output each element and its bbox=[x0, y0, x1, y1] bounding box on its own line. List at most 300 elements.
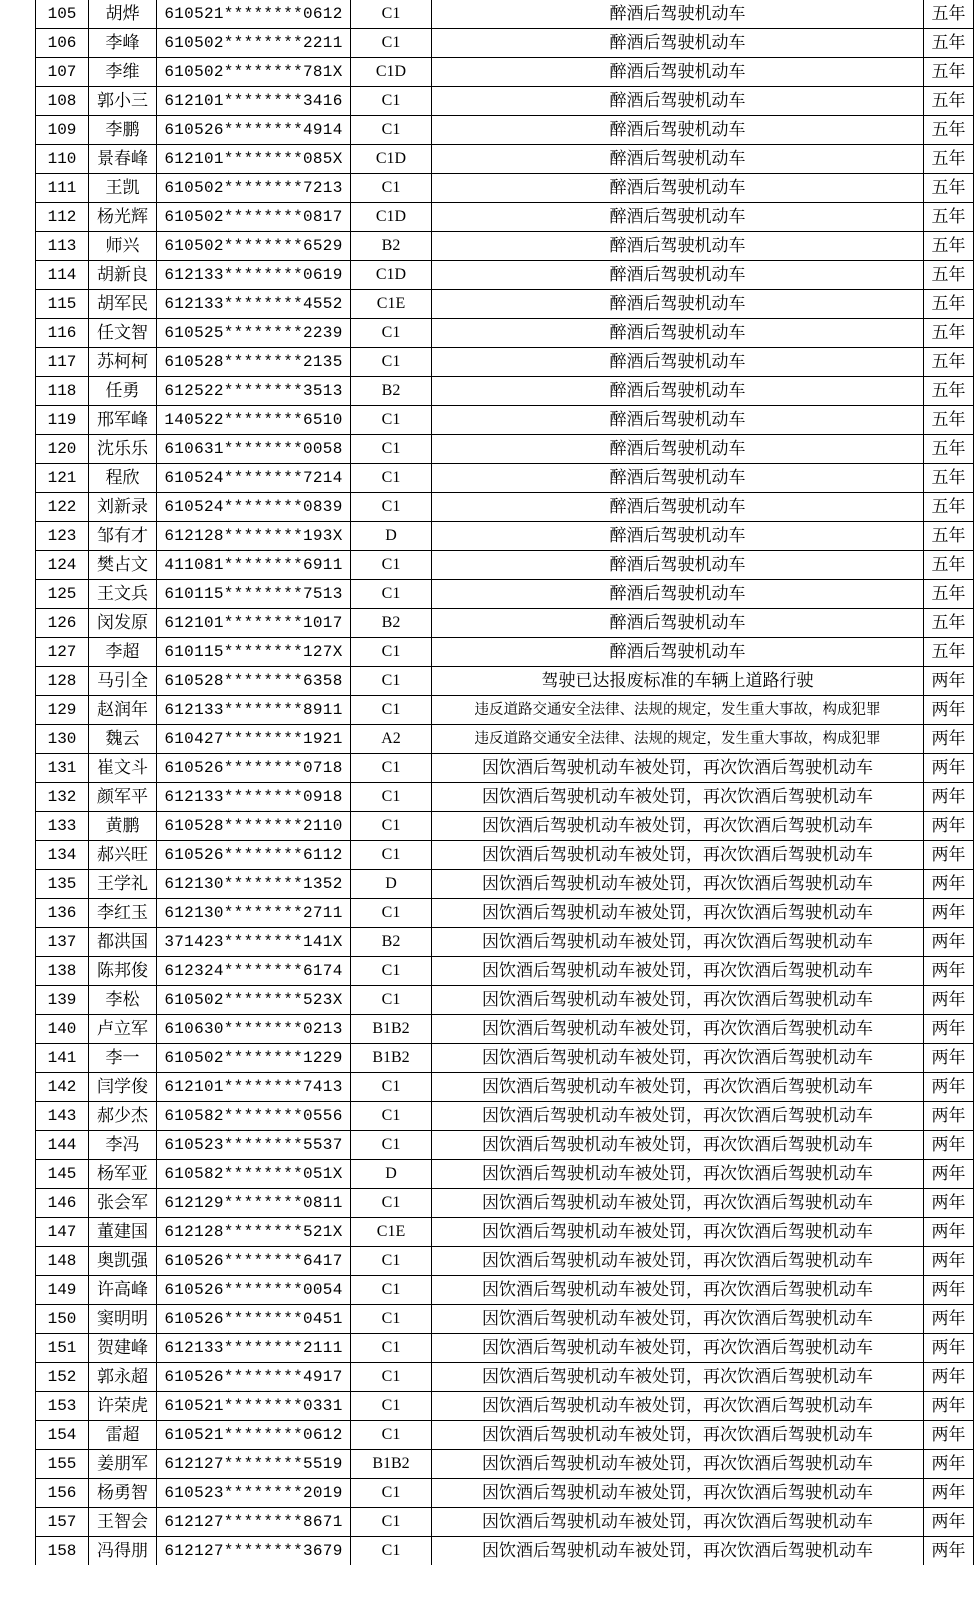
period-cell: 两年 bbox=[924, 1479, 974, 1508]
table-row bbox=[36, 1537, 974, 1566]
license-class-cell: C1D bbox=[351, 261, 432, 290]
id-number-cell: 612133********8911 bbox=[157, 696, 351, 725]
violation-cell: 因饮酒后驾驶机动车被处罚，再次饮酒后驾驶机动车 bbox=[432, 1450, 924, 1479]
license-class-cell: C1 bbox=[351, 1537, 432, 1566]
license-class-cell: B2 bbox=[351, 232, 432, 261]
table-row bbox=[36, 667, 974, 696]
name-cell: 李红玉 bbox=[89, 899, 157, 928]
period-cell: 五年 bbox=[924, 174, 974, 203]
row-number-cell: 133 bbox=[36, 812, 89, 841]
violation-cell: 驾驶已达报废标准的车辆上道路行驶 bbox=[432, 667, 924, 696]
table-row bbox=[36, 986, 974, 1015]
table-row bbox=[36, 0, 974, 29]
id-number-cell: 610502********6529 bbox=[157, 232, 351, 261]
name-cell: 李鹏 bbox=[89, 116, 157, 145]
license-class-cell: C1 bbox=[351, 406, 432, 435]
violation-cell: 醉酒后驾驶机动车 bbox=[432, 116, 924, 145]
table-row bbox=[36, 696, 974, 725]
name-cell: 都洪国 bbox=[89, 928, 157, 957]
violation-cell: 因饮酒后驾驶机动车被处罚，再次饮酒后驾驶机动车 bbox=[432, 841, 924, 870]
name-cell: 黄鹏 bbox=[89, 812, 157, 841]
table-row bbox=[36, 203, 974, 232]
row-number-cell: 152 bbox=[36, 1363, 89, 1392]
table-row bbox=[36, 725, 974, 754]
violation-cell: 醉酒后驾驶机动车 bbox=[432, 377, 924, 406]
period-cell: 两年 bbox=[924, 1508, 974, 1537]
table-row bbox=[36, 1392, 974, 1421]
id-number-cell: 411081********6911 bbox=[157, 551, 351, 580]
violation-cell: 醉酒后驾驶机动车 bbox=[432, 203, 924, 232]
row-number-cell: 105 bbox=[36, 0, 89, 29]
table-row bbox=[36, 145, 974, 174]
violation-cell: 因饮酒后驾驶机动车被处罚，再次饮酒后驾驶机动车 bbox=[432, 1305, 924, 1334]
table-row bbox=[36, 1450, 974, 1479]
violation-cell: 醉酒后驾驶机动车 bbox=[432, 348, 924, 377]
row-number-cell: 113 bbox=[36, 232, 89, 261]
table-body bbox=[36, 0, 974, 1565]
period-cell: 五年 bbox=[924, 406, 974, 435]
violation-cell: 醉酒后驾驶机动车 bbox=[432, 87, 924, 116]
row-number-cell: 125 bbox=[36, 580, 89, 609]
id-number-cell: 612127********8671 bbox=[157, 1508, 351, 1537]
license-class-cell: C1 bbox=[351, 841, 432, 870]
period-cell: 两年 bbox=[924, 1247, 974, 1276]
row-number-cell: 146 bbox=[36, 1189, 89, 1218]
name-cell: 许荣虎 bbox=[89, 1392, 157, 1421]
table-row bbox=[36, 377, 974, 406]
row-number-cell: 141 bbox=[36, 1044, 89, 1073]
violation-cell: 醉酒后驾驶机动车 bbox=[432, 174, 924, 203]
row-number-cell: 129 bbox=[36, 696, 89, 725]
id-number-cell: 610521********0612 bbox=[157, 0, 351, 29]
name-cell: 杨光辉 bbox=[89, 203, 157, 232]
id-number-cell: 610526********4917 bbox=[157, 1363, 351, 1392]
license-class-cell: C1 bbox=[351, 812, 432, 841]
id-number-cell: 612133********0918 bbox=[157, 783, 351, 812]
table-row bbox=[36, 319, 974, 348]
period-cell: 五年 bbox=[924, 464, 974, 493]
period-cell: 两年 bbox=[924, 1131, 974, 1160]
row-number-cell: 135 bbox=[36, 870, 89, 899]
row-number-cell: 116 bbox=[36, 319, 89, 348]
row-number-cell: 137 bbox=[36, 928, 89, 957]
license-class-cell: D bbox=[351, 870, 432, 899]
period-cell: 两年 bbox=[924, 899, 974, 928]
violation-cell: 违反道路交通安全法律、法规的规定，发生重大事故，构成犯罪 bbox=[432, 696, 924, 725]
license-class-cell: C1 bbox=[351, 29, 432, 58]
id-number-cell: 612522********3513 bbox=[157, 377, 351, 406]
id-number-cell: 612133********4552 bbox=[157, 290, 351, 319]
row-number-cell: 140 bbox=[36, 1015, 89, 1044]
period-cell: 两年 bbox=[924, 754, 974, 783]
revocation-table bbox=[35, 0, 974, 1565]
id-number-cell: 610525********2239 bbox=[157, 319, 351, 348]
id-number-cell: 610526********0054 bbox=[157, 1276, 351, 1305]
period-cell: 两年 bbox=[924, 1218, 974, 1247]
table-row bbox=[36, 609, 974, 638]
table-row bbox=[36, 1305, 974, 1334]
license-class-cell: C1 bbox=[351, 667, 432, 696]
id-number-cell: 140522********6510 bbox=[157, 406, 351, 435]
license-class-cell: C1 bbox=[351, 551, 432, 580]
period-cell: 五年 bbox=[924, 522, 974, 551]
period-cell: 两年 bbox=[924, 1102, 974, 1131]
table-row bbox=[36, 1073, 974, 1102]
violation-cell: 醉酒后驾驶机动车 bbox=[432, 58, 924, 87]
period-cell: 两年 bbox=[924, 1537, 974, 1566]
row-number-cell: 142 bbox=[36, 1073, 89, 1102]
id-number-cell: 610521********0331 bbox=[157, 1392, 351, 1421]
table-row bbox=[36, 580, 974, 609]
table-row bbox=[36, 1247, 974, 1276]
license-class-cell: C1E bbox=[351, 1218, 432, 1247]
period-cell: 五年 bbox=[924, 609, 974, 638]
license-class-cell: C1 bbox=[351, 1102, 432, 1131]
period-cell: 两年 bbox=[924, 870, 974, 899]
license-class-cell: C1 bbox=[351, 696, 432, 725]
table-row bbox=[36, 841, 974, 870]
table-row bbox=[36, 1189, 974, 1218]
id-number-cell: 612101********085X bbox=[157, 145, 351, 174]
violation-cell: 醉酒后驾驶机动车 bbox=[432, 609, 924, 638]
table-row bbox=[36, 87, 974, 116]
violation-cell: 因饮酒后驾驶机动车被处罚，再次饮酒后驾驶机动车 bbox=[432, 1160, 924, 1189]
row-number-cell: 156 bbox=[36, 1479, 89, 1508]
name-cell: 苏柯柯 bbox=[89, 348, 157, 377]
violation-cell: 醉酒后驾驶机动车 bbox=[432, 319, 924, 348]
license-class-cell: C1 bbox=[351, 1334, 432, 1363]
violation-cell: 因饮酒后驾驶机动车被处罚，再次饮酒后驾驶机动车 bbox=[432, 1479, 924, 1508]
period-cell: 五年 bbox=[924, 261, 974, 290]
id-number-cell: 610502********781X bbox=[157, 58, 351, 87]
name-cell: 卢立军 bbox=[89, 1015, 157, 1044]
table-row bbox=[36, 1218, 974, 1247]
violation-cell: 醉酒后驾驶机动车 bbox=[432, 290, 924, 319]
id-number-cell: 610582********051X bbox=[157, 1160, 351, 1189]
name-cell: 颜军平 bbox=[89, 783, 157, 812]
table-row bbox=[36, 1044, 974, 1073]
violation-cell: 因饮酒后驾驶机动车被处罚，再次饮酒后驾驶机动车 bbox=[432, 1218, 924, 1247]
name-cell: 任文智 bbox=[89, 319, 157, 348]
violation-cell: 因饮酒后驾驶机动车被处罚，再次饮酒后驾驶机动车 bbox=[432, 870, 924, 899]
id-number-cell: 610115********7513 bbox=[157, 580, 351, 609]
row-number-cell: 138 bbox=[36, 957, 89, 986]
license-class-cell: C1 bbox=[351, 783, 432, 812]
name-cell: 刘新录 bbox=[89, 493, 157, 522]
violation-cell: 因饮酒后驾驶机动车被处罚，再次饮酒后驾驶机动车 bbox=[432, 1073, 924, 1102]
table-row bbox=[36, 551, 974, 580]
license-class-cell: C1 bbox=[351, 1392, 432, 1421]
row-number-cell: 120 bbox=[36, 435, 89, 464]
license-class-cell: C1 bbox=[351, 638, 432, 667]
id-number-cell: 612324********6174 bbox=[157, 957, 351, 986]
table-row bbox=[36, 522, 974, 551]
name-cell: 陈邦俊 bbox=[89, 957, 157, 986]
row-number-cell: 124 bbox=[36, 551, 89, 580]
name-cell: 闫学俊 bbox=[89, 1073, 157, 1102]
table-row bbox=[36, 812, 974, 841]
license-class-cell: C1D bbox=[351, 203, 432, 232]
table-row bbox=[36, 1131, 974, 1160]
id-number-cell: 610427********1921 bbox=[157, 725, 351, 754]
id-number-cell: 612127********5519 bbox=[157, 1450, 351, 1479]
violation-cell: 醉酒后驾驶机动车 bbox=[432, 580, 924, 609]
name-cell: 王学礼 bbox=[89, 870, 157, 899]
name-cell: 许高峰 bbox=[89, 1276, 157, 1305]
license-class-cell: C1 bbox=[351, 1479, 432, 1508]
license-class-cell: C1 bbox=[351, 1421, 432, 1450]
name-cell: 胡新良 bbox=[89, 261, 157, 290]
period-cell: 五年 bbox=[924, 290, 974, 319]
period-cell: 五年 bbox=[924, 319, 974, 348]
license-class-cell: C1 bbox=[351, 1305, 432, 1334]
period-cell: 五年 bbox=[924, 551, 974, 580]
license-class-cell: C1 bbox=[351, 1276, 432, 1305]
violation-cell: 醉酒后驾驶机动车 bbox=[432, 638, 924, 667]
period-cell: 两年 bbox=[924, 1305, 974, 1334]
license-class-cell: C1 bbox=[351, 986, 432, 1015]
id-number-cell: 610502********523X bbox=[157, 986, 351, 1015]
period-cell: 五年 bbox=[924, 87, 974, 116]
name-cell: 景春峰 bbox=[89, 145, 157, 174]
table-row bbox=[36, 348, 974, 377]
period-cell: 两年 bbox=[924, 725, 974, 754]
license-class-cell: C1D bbox=[351, 58, 432, 87]
table-row bbox=[36, 116, 974, 145]
period-cell: 五年 bbox=[924, 58, 974, 87]
period-cell: 五年 bbox=[924, 348, 974, 377]
violation-cell: 因饮酒后驾驶机动车被处罚，再次饮酒后驾驶机动车 bbox=[432, 957, 924, 986]
period-cell: 五年 bbox=[924, 145, 974, 174]
name-cell: 师兴 bbox=[89, 232, 157, 261]
row-number-cell: 112 bbox=[36, 203, 89, 232]
violation-cell: 因饮酒后驾驶机动车被处罚，再次饮酒后驾驶机动车 bbox=[432, 1276, 924, 1305]
violation-cell: 醉酒后驾驶机动车 bbox=[432, 145, 924, 174]
row-number-cell: 108 bbox=[36, 87, 89, 116]
period-cell: 两年 bbox=[924, 783, 974, 812]
period-cell: 两年 bbox=[924, 1015, 974, 1044]
license-class-cell: C1 bbox=[351, 1131, 432, 1160]
table-row bbox=[36, 1015, 974, 1044]
name-cell: 程欣 bbox=[89, 464, 157, 493]
id-number-cell: 610582********0556 bbox=[157, 1102, 351, 1131]
id-number-cell: 610502********1229 bbox=[157, 1044, 351, 1073]
name-cell: 窦明明 bbox=[89, 1305, 157, 1334]
table-row bbox=[36, 1334, 974, 1363]
license-class-cell: C1 bbox=[351, 957, 432, 986]
license-class-cell: B2 bbox=[351, 377, 432, 406]
violation-cell: 因饮酒后驾驶机动车被处罚，再次饮酒后驾驶机动车 bbox=[432, 1189, 924, 1218]
table-row bbox=[36, 783, 974, 812]
violation-cell: 醉酒后驾驶机动车 bbox=[432, 522, 924, 551]
id-number-cell: 610528********6358 bbox=[157, 667, 351, 696]
violation-cell: 违反道路交通安全法律、法规的规定，发生重大事故，构成犯罪 bbox=[432, 725, 924, 754]
license-class-cell: C1 bbox=[351, 1247, 432, 1276]
name-cell: 任勇 bbox=[89, 377, 157, 406]
row-number-cell: 131 bbox=[36, 754, 89, 783]
row-number-cell: 115 bbox=[36, 290, 89, 319]
row-number-cell: 128 bbox=[36, 667, 89, 696]
table-row bbox=[36, 870, 974, 899]
name-cell: 邹有才 bbox=[89, 522, 157, 551]
row-number-cell: 145 bbox=[36, 1160, 89, 1189]
license-class-cell: B2 bbox=[351, 609, 432, 638]
violation-cell: 因饮酒后驾驶机动车被处罚，再次饮酒后驾驶机动车 bbox=[432, 1537, 924, 1566]
license-class-cell: C1 bbox=[351, 899, 432, 928]
id-number-cell: 610502********2211 bbox=[157, 29, 351, 58]
row-number-cell: 114 bbox=[36, 261, 89, 290]
table-row bbox=[36, 957, 974, 986]
period-cell: 两年 bbox=[924, 1189, 974, 1218]
name-cell: 李峰 bbox=[89, 29, 157, 58]
period-cell: 五年 bbox=[924, 232, 974, 261]
period-cell: 两年 bbox=[924, 1276, 974, 1305]
license-class-cell: C1D bbox=[351, 145, 432, 174]
table-row bbox=[36, 174, 974, 203]
license-class-cell: C1E bbox=[351, 290, 432, 319]
name-cell: 樊占文 bbox=[89, 551, 157, 580]
id-number-cell: 612127********3679 bbox=[157, 1537, 351, 1566]
name-cell: 胡军民 bbox=[89, 290, 157, 319]
row-number-cell: 147 bbox=[36, 1218, 89, 1247]
period-cell: 两年 bbox=[924, 1421, 974, 1450]
row-number-cell: 110 bbox=[36, 145, 89, 174]
name-cell: 郝兴旺 bbox=[89, 841, 157, 870]
license-class-cell: B1B2 bbox=[351, 1015, 432, 1044]
id-number-cell: 610526********6112 bbox=[157, 841, 351, 870]
id-number-cell: 612101********7413 bbox=[157, 1073, 351, 1102]
id-number-cell: 610630********0213 bbox=[157, 1015, 351, 1044]
name-cell: 冯得朋 bbox=[89, 1537, 157, 1566]
name-cell: 邢军峰 bbox=[89, 406, 157, 435]
name-cell: 闵发原 bbox=[89, 609, 157, 638]
id-number-cell: 610526********4914 bbox=[157, 116, 351, 145]
table-row bbox=[36, 1363, 974, 1392]
table-row bbox=[36, 1479, 974, 1508]
id-number-cell: 610502********0817 bbox=[157, 203, 351, 232]
period-cell: 两年 bbox=[924, 667, 974, 696]
name-cell: 姜朋军 bbox=[89, 1450, 157, 1479]
id-number-cell: 610631********0058 bbox=[157, 435, 351, 464]
row-number-cell: 136 bbox=[36, 899, 89, 928]
row-number-cell: 122 bbox=[36, 493, 89, 522]
violation-cell: 因饮酒后驾驶机动车被处罚，再次饮酒后驾驶机动车 bbox=[432, 899, 924, 928]
row-number-cell: 106 bbox=[36, 29, 89, 58]
row-number-cell: 107 bbox=[36, 58, 89, 87]
violation-cell: 因饮酒后驾驶机动车被处罚，再次饮酒后驾驶机动车 bbox=[432, 754, 924, 783]
license-class-cell: B1B2 bbox=[351, 1450, 432, 1479]
license-class-cell: C1 bbox=[351, 435, 432, 464]
table-row bbox=[36, 899, 974, 928]
id-number-cell: 612133********2111 bbox=[157, 1334, 351, 1363]
license-class-cell: C1 bbox=[351, 1508, 432, 1537]
violation-cell: 因饮酒后驾驶机动车被处罚，再次饮酒后驾驶机动车 bbox=[432, 1044, 924, 1073]
period-cell: 两年 bbox=[924, 1073, 974, 1102]
table-row bbox=[36, 29, 974, 58]
row-number-cell: 127 bbox=[36, 638, 89, 667]
id-number-cell: 610528********2110 bbox=[157, 812, 351, 841]
period-cell: 五年 bbox=[924, 116, 974, 145]
violation-cell: 醉酒后驾驶机动车 bbox=[432, 29, 924, 58]
license-class-cell: D bbox=[351, 522, 432, 551]
row-number-cell: 134 bbox=[36, 841, 89, 870]
row-number-cell: 119 bbox=[36, 406, 89, 435]
id-number-cell: 612101********3416 bbox=[157, 87, 351, 116]
violation-cell: 因饮酒后驾驶机动车被处罚，再次饮酒后驾驶机动车 bbox=[432, 783, 924, 812]
period-cell: 五年 bbox=[924, 203, 974, 232]
violation-cell: 醉酒后驾驶机动车 bbox=[432, 232, 924, 261]
table-row bbox=[36, 928, 974, 957]
violation-cell: 因饮酒后驾驶机动车被处罚，再次饮酒后驾驶机动车 bbox=[432, 986, 924, 1015]
violation-cell: 醉酒后驾驶机动车 bbox=[432, 551, 924, 580]
row-number-cell: 150 bbox=[36, 1305, 89, 1334]
table-row bbox=[36, 1508, 974, 1537]
row-number-cell: 148 bbox=[36, 1247, 89, 1276]
id-number-cell: 610526********0451 bbox=[157, 1305, 351, 1334]
name-cell: 王凯 bbox=[89, 174, 157, 203]
id-number-cell: 610528********2135 bbox=[157, 348, 351, 377]
row-number-cell: 126 bbox=[36, 609, 89, 638]
license-class-cell: C1 bbox=[351, 754, 432, 783]
id-number-cell: 612130********2711 bbox=[157, 899, 351, 928]
row-number-cell: 117 bbox=[36, 348, 89, 377]
period-cell: 两年 bbox=[924, 986, 974, 1015]
row-number-cell: 153 bbox=[36, 1392, 89, 1421]
name-cell: 杨勇智 bbox=[89, 1479, 157, 1508]
name-cell: 张会军 bbox=[89, 1189, 157, 1218]
table-row bbox=[36, 58, 974, 87]
license-class-cell: C1 bbox=[351, 1073, 432, 1102]
id-number-cell: 612133********0619 bbox=[157, 261, 351, 290]
name-cell: 李一 bbox=[89, 1044, 157, 1073]
row-number-cell: 158 bbox=[36, 1537, 89, 1566]
row-number-cell: 130 bbox=[36, 725, 89, 754]
row-number-cell: 123 bbox=[36, 522, 89, 551]
table-row bbox=[36, 493, 974, 522]
table-row bbox=[36, 290, 974, 319]
period-cell: 两年 bbox=[924, 928, 974, 957]
name-cell: 马引全 bbox=[89, 667, 157, 696]
name-cell: 沈乐乐 bbox=[89, 435, 157, 464]
name-cell: 郝少杰 bbox=[89, 1102, 157, 1131]
id-number-cell: 612101********1017 bbox=[157, 609, 351, 638]
name-cell: 贺建峰 bbox=[89, 1334, 157, 1363]
period-cell: 两年 bbox=[924, 1044, 974, 1073]
id-number-cell: 610523********2019 bbox=[157, 1479, 351, 1508]
license-class-cell: C1 bbox=[351, 116, 432, 145]
violation-cell: 因饮酒后驾驶机动车被处罚，再次饮酒后驾驶机动车 bbox=[432, 812, 924, 841]
name-cell: 王文兵 bbox=[89, 580, 157, 609]
license-class-cell: B2 bbox=[351, 928, 432, 957]
row-number-cell: 132 bbox=[36, 783, 89, 812]
period-cell: 五年 bbox=[924, 377, 974, 406]
row-number-cell: 149 bbox=[36, 1276, 89, 1305]
period-cell: 两年 bbox=[924, 1160, 974, 1189]
id-number-cell: 610521********0612 bbox=[157, 1421, 351, 1450]
row-number-cell: 155 bbox=[36, 1450, 89, 1479]
name-cell: 李冯 bbox=[89, 1131, 157, 1160]
violation-cell: 因饮酒后驾驶机动车被处罚，再次饮酒后驾驶机动车 bbox=[432, 1508, 924, 1537]
row-number-cell: 144 bbox=[36, 1131, 89, 1160]
name-cell: 李超 bbox=[89, 638, 157, 667]
row-number-cell: 118 bbox=[36, 377, 89, 406]
row-number-cell: 151 bbox=[36, 1334, 89, 1363]
violation-cell: 因饮酒后驾驶机动车被处罚，再次饮酒后驾驶机动车 bbox=[432, 1131, 924, 1160]
name-cell: 胡烨 bbox=[89, 0, 157, 29]
period-cell: 五年 bbox=[924, 638, 974, 667]
violation-cell: 醉酒后驾驶机动车 bbox=[432, 261, 924, 290]
row-number-cell: 157 bbox=[36, 1508, 89, 1537]
